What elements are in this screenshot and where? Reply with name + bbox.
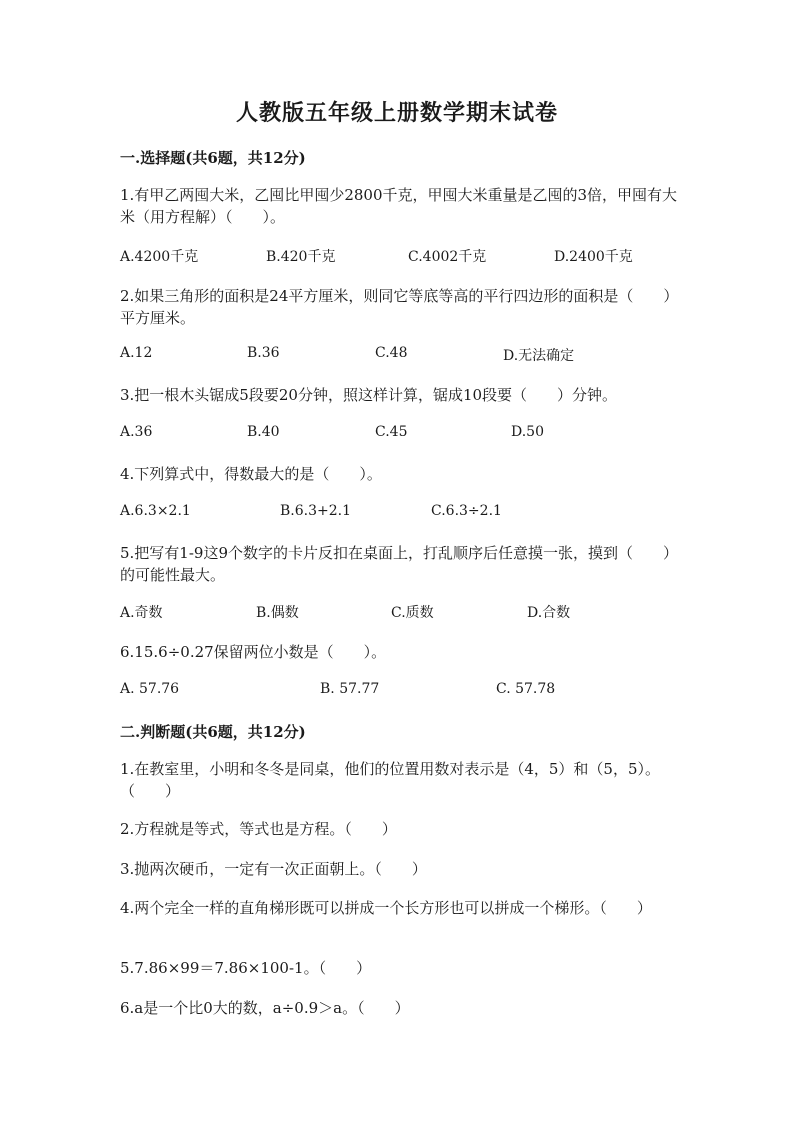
choice-options-5 <box>120 602 680 624</box>
option-c: C.6.3÷2.1 <box>431 503 502 519</box>
choice-question-2: 2.如果三角形的面积是24平方厘米，则同它等底等高的平行四边形的面积是（ ）平方厘米。 <box>120 287 679 327</box>
option-a: A. 57.76 <box>120 681 180 697</box>
choice-options-4 <box>120 503 680 525</box>
choice-question-3: 3.把一根木头锯成5段要20分钟，照这样计算，锯成10段要（ ）分钟。 <box>120 386 618 404</box>
judge-question-6: 6.a是一个比0大的数，a÷0.9＞a。（ ） <box>120 999 410 1017</box>
option-b: B.6.3+2.1 <box>280 503 351 519</box>
choice-question-1: 1.有甲乙两囤大米，乙囤比甲囤少2800千克，甲囤大米重量是乙囤的3倍，甲囤有大米（用方程解）（ ）。 <box>120 186 678 226</box>
option-b: B.偶数 <box>256 605 299 621</box>
choice-options-3 <box>120 424 680 446</box>
option-c: C.4002千克 <box>408 249 487 265</box>
section-heading-judge: 二.判断题(共6题，共12分) <box>120 723 306 741</box>
option-a: A.奇数 <box>120 605 163 621</box>
page-title: 人教版五年级上册数学期末试卷 <box>235 100 558 126</box>
choice-question-5: 5.把写有1-9这9个数字的卡片反扣在桌面上，打乱顺序后任意摸一张，摸到（ ）的可能性最大。 <box>120 544 679 584</box>
option-c: C.45 <box>375 424 408 440</box>
option-c: C.质数 <box>391 605 434 621</box>
option-a: A.4200千克 <box>120 249 199 265</box>
judge-question-2: 2.方程就是等式，等式也是方程。（ ） <box>120 820 397 838</box>
option-a: A.12 <box>120 345 153 361</box>
option-b: B.420千克 <box>266 249 336 265</box>
option-b: B.40 <box>247 424 280 440</box>
option-d: D.无法确定 <box>503 348 575 364</box>
option-a: A.36 <box>120 424 153 440</box>
option-d: D.50 <box>511 424 544 440</box>
judge-question-1: 1.在教室里，小明和冬冬是同桌，他们的位置用数对表示是（4，5）和（5，5）。（ ） <box>120 760 660 800</box>
option-c: C. 57.78 <box>496 681 556 697</box>
option-b: B.36 <box>247 345 280 361</box>
option-d: D.2400千克 <box>554 249 633 265</box>
option-b: B. 57.77 <box>320 681 380 697</box>
choice-options-6 <box>120 681 680 703</box>
judge-question-3: 3.抛两次硬币，一定有一次正面朝上。（ ） <box>120 860 427 878</box>
judge-question-5: 5.7.86×99＝7.86×100-1。（ ） <box>120 959 372 977</box>
option-a: A.6.3×2.1 <box>120 503 191 519</box>
choice-options-1 <box>120 246 680 268</box>
choice-options-2 <box>120 345 680 367</box>
judge-question-4: 4.两个完全一样的直角梯形既可以拼成一个长方形也可以拼成一个梯形。（ ） <box>120 899 652 917</box>
choice-question-6: 6.15.6÷0.27保留两位小数是（ ）。 <box>120 643 387 661</box>
choice-question-4: 4.下列算式中，得数最大的是（ ）。 <box>120 465 382 483</box>
option-d: D.合数 <box>527 605 571 621</box>
option-c: C.48 <box>375 345 408 361</box>
section-heading-choice: 一.选择题(共6题，共12分) <box>120 149 306 167</box>
